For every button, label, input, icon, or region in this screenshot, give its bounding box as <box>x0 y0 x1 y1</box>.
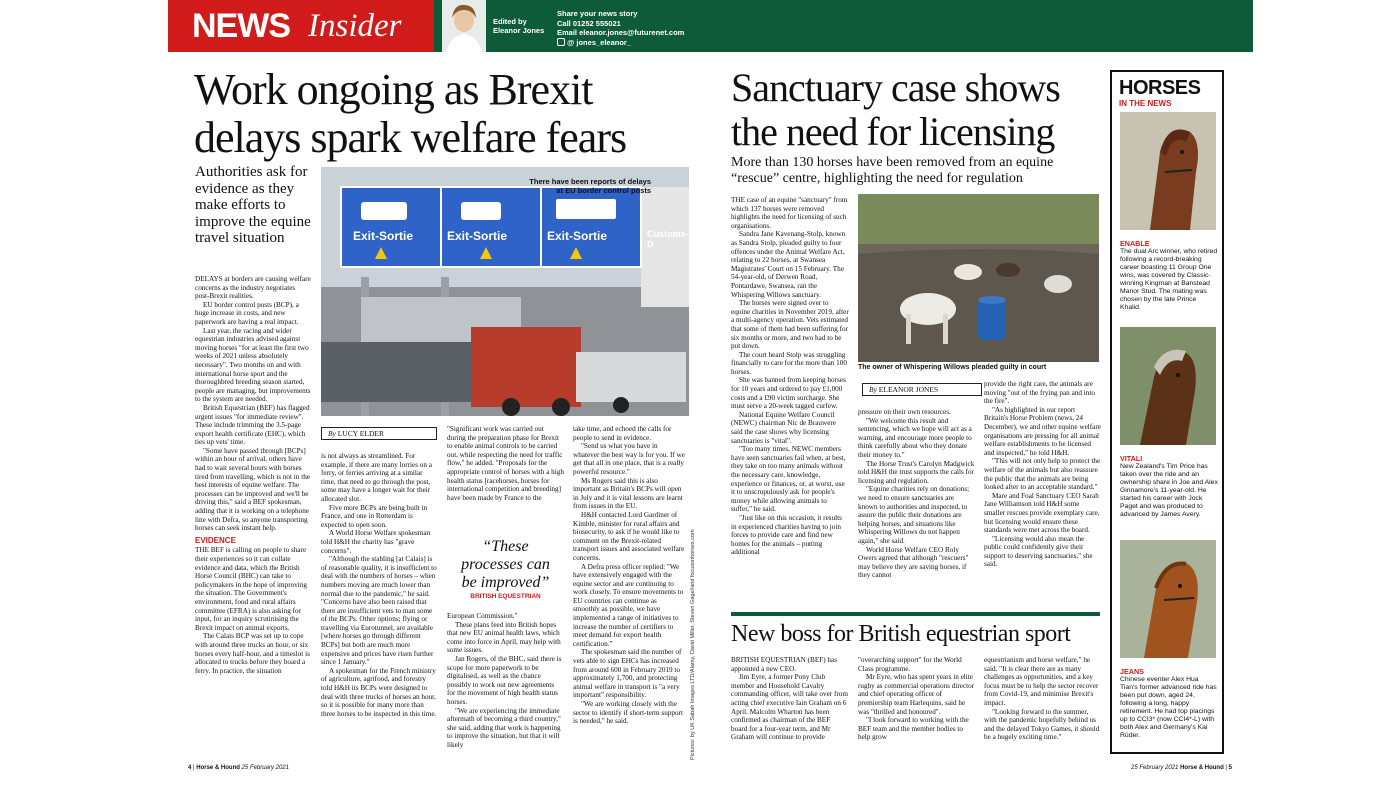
left-col2-p4: "Although the stabling [at Calais] is of reasonable quality, it is insufficient to deal with the numbers of horses – when numbers moving are much lower than normal due to the pandemic," he said. "Concerns have also been raised that there are insufficient vets to man some of the BCPs. Other options; flying or travelling via Eurotunnel, are available [where horses go through different BCPs] but both are much more expensive and prices have risen further since 1 January." <box>321 555 437 667</box>
brand-insider: Insider <box>308 8 402 44</box>
left-col3-p1: "Significant work was carried out during the preparation phase for Brexit to enable animal controls to be carried out, while respecting the need for traffic flow," he added. "Proposals for the appropriate control of horses with a high health status [racehorses, horses for international competition and breeding] have been made by France to the <box>447 425 564 502</box>
left-col4-p2: "Send us what you have in whatever the best way is for you. If we get that all in one place, that is a really powerful resource." <box>573 442 685 476</box>
border-photo-caption-line2: at EU border control posts <box>556 186 651 195</box>
right-folio <box>1131 765 1232 771</box>
boss-column-2 <box>858 656 975 756</box>
right-col1-p7: "Too many times, NEWC members have seen sanctuaries fail when, at best, they take on too many animals without the necessary care, knowledge, experience or finances, or, at worst, use it to unscrupulously ask for people's money while allowing animals to suffer," he said. <box>731 445 846 514</box>
vitali-name: VITALI <box>1120 454 1143 463</box>
left-col3-p4: Jan Rogers, of the BHC, said there is scope for more paperwork to be digitalised, as well as the chance possibly to work out new agreements for the movement of high health status horses. <box>447 654 562 706</box>
left-col2-p2: Five more BCPs are being built in France, and one in Rotterdam is expected to open soon. <box>321 503 428 529</box>
left-col4-p3: Ms Rogers said this is also important as Britain's BCPs will open in July and it is vital lessons are learnt from issues in the EU. <box>573 476 683 511</box>
social-handle[interactable]: @ jones_eleanor_ <box>567 37 632 47</box>
sign-label-4: Customs-D <box>647 229 689 249</box>
left-byline <box>321 427 437 440</box>
right-byline-name: ELEANOR JONES <box>878 385 939 394</box>
left-col4-p1: take time, and echoed the calls for people to send in evidence. <box>573 425 672 442</box>
horses-sidebar <box>1110 70 1224 754</box>
editor-photo <box>442 0 486 52</box>
contact-info <box>557 9 684 47</box>
share-line: Share your news story <box>557 9 638 18</box>
brand-news: NEWS <box>192 7 290 45</box>
jeans-name: JEANS <box>1120 667 1144 676</box>
left-col4-p6: The spokesman said the number of vets able to sign EHCs has increased from around 600 in February 2019 to approximately 1,700, and protecting animal welfare in transport is "a very important" responsibility. <box>573 648 682 700</box>
boss-col3-p2: "Looking forward to the summer, with the pandemic hopefully behind us and the delayed Tokyo Games, it should be a hugely exciting time." <box>984 707 1100 742</box>
sidebar-item-vitali <box>1120 455 1218 519</box>
right-col3-p2: "As highlighted in our report Britain's Horse Problem (news, 24 December), we and other equine welfare organisations are pressing for all animal welfare establishments to be licensed and inspected," he told H&H. <box>984 405 1101 457</box>
boss-col1-p1: BRITISH EQUESTRIAN (BEF) has appointed a new CEO. <box>731 656 838 673</box>
right-col1-p5: She was banned from keeping horses for 10 years and ordered to pay £1,000 costs and a £90 victim surcharge. She must serve a 20-week tagged curfew. <box>731 376 846 411</box>
pull-quote-line2: processes can <box>461 556 550 573</box>
left-col1-p7: The Calais BCP was set up to cope with around three trucks an hour, or six horses every half-hour, and a timeslot is allocated to trucks before they board a ferry. In practice, the situation <box>195 632 310 675</box>
pull-quote-attribution: BRITISH EQUESTRIAN <box>470 593 541 600</box>
boss-col2-p3: "I look forward to working with the BEF team and the member bodies to help grow <box>858 716 969 742</box>
border-photo-caption-line1: There have been reports of delays <box>529 177 651 186</box>
right-col3-p1: provide the right care, the animals are moving "out of the frying pan and into the fire". <box>984 380 1095 406</box>
sidebar-item-jeans <box>1120 668 1218 740</box>
jeans-photo-art <box>1120 540 1216 658</box>
right-col3-p5: "Licensing would also mean the public could confidently give their support to deserving sanctuaries," she said. <box>984 534 1093 569</box>
vitali-photo-art <box>1120 327 1216 445</box>
right-col3-p3: "This will not only help to protect the welfare of the animals but also reassure the public that the animals are being looked after to an acceptable standard." <box>984 457 1101 492</box>
boss-headline: New boss for British equestrian sport <box>731 621 1071 647</box>
right-col1-p4: The court heard Stolp was struggling financially to care for the more than 100 horses. <box>731 350 847 376</box>
left-col2-p1: is not always as streamlined. For example, if there are many lorries on a ferry, or ferries arriving at a similar time, that need to go through the post, some may have a longer wait for their allocated slot. <box>321 452 432 503</box>
right-col2-p4: "Equine charities rely on donations; we need to ensure sanctuaries are known to authorities and inspected, to assure the public their donations are helping horses, and situations like Whispering Willows do not happen again," she said. <box>858 485 970 545</box>
boss-col2-p2: Mr Eyre, who has spent years in elite rugby as commercial operations director and chief operating officer of premiership team Harlequins, said he was "thrilled and honoured". <box>858 673 975 716</box>
left-magazine: Horse & Hound <box>196 765 240 771</box>
email-line[interactable]: Email eleanor.jones@futurenet.com <box>557 28 685 37</box>
boss-col2-p1: "overarching support" for the World Class programme. <box>858 656 962 673</box>
right-col2-p3: The Horse Trust's Carolyn Madgwick told H&H the trust supports the calls for licensing and regulation. <box>858 459 975 485</box>
left-column-1 <box>195 275 311 753</box>
vitali-photo <box>1120 327 1216 445</box>
sign-label-1: Exit-Sortie <box>353 229 414 243</box>
evidence-subhead: EVIDENCE <box>195 535 236 545</box>
right-column-1 <box>731 196 849 606</box>
left-date: 25 February 2021 <box>241 765 289 771</box>
left-col1-p6: THE BEF is calling on people to share their experiences so it can collate evidence and data, which the British Horse Council (BHC) can take to policymakers in the hope of improving the situation. The Government's environment, food and rural affairs committee (EFRA) is also asking for input, for an inquiry scrutinising the Brexit impact on animal exports. <box>195 546 307 632</box>
brand-box <box>168 0 434 52</box>
left-col2-p3: A World Horse Welfare spokesman told H&H the charity has "grave concerns". <box>321 529 431 555</box>
right-col1-p3: The horses were signed over to equine charities in November 2019, after a multi-agency operation. Vets estimated that some of them had been suffering for six months or more, and two had to be put down. <box>731 299 849 351</box>
left-page-number: 4 <box>188 765 192 771</box>
enable-photo <box>1120 112 1216 230</box>
right-byline <box>862 383 982 396</box>
picture-credit: Pictures: by UK Sabah Images LTD/Alamy, David Miller, Steven Gagel/and focusonhorses.com <box>690 529 696 760</box>
boss-column-3 <box>984 656 1101 756</box>
boss-divider <box>731 612 1100 616</box>
jeans-photo <box>1120 540 1216 658</box>
right-headline-line1: Sanctuary case shows <box>731 65 1060 110</box>
left-byline-by: By <box>328 429 336 438</box>
sanctuary-photo-art <box>858 194 1099 362</box>
right-column-2 <box>858 408 975 606</box>
left-column-2 <box>321 452 438 754</box>
left-col1-p2: EU border control posts (BCP), a huge increase in costs, and new paperwork are having a real impact. <box>195 300 299 326</box>
left-headline-line2: delays spark welfare fears <box>194 113 627 162</box>
right-standfirst: More than 130 horses have been removed from an equine “rescue” centre, highlighting the need for regulation <box>731 155 1054 186</box>
right-col3-p4: Mare and Foal Sanctuary CEO Sarah Jane Williamson told H&H some smaller rescues provide exemplary care, but licensing would ensure these standards were met across the board. <box>984 491 1100 535</box>
right-col1-p6: National Equine Welfare Council (NEWC) chairman Nic de Brauwere said the case shows why licensing sanctuaries is "vital". <box>731 410 836 445</box>
boss-column-1 <box>731 656 848 756</box>
left-col1-p3: Last year, the racing and wider equestrian industries advised against moving horses "for at least the first two weeks of 2021 unless absolutely necessary". Two months on and with international horse sport and the thoroughbred breeding season started, people are managing, but improvements to the system are needed. <box>195 326 311 404</box>
left-headline <box>194 66 694 162</box>
border-photo <box>321 167 689 416</box>
right-headline <box>731 66 1101 154</box>
right-magazine: Horse & Hound <box>1180 765 1224 771</box>
editor-name: Eleanor Jones <box>493 26 545 35</box>
sanctuary-photo <box>858 194 1099 362</box>
jeans-text: Chinese eventer Alex Hua Tian's former advanced ride has been put down, aged 24, following a long, happy retirement. He had top placings up to CCI3* (now CCI4*-L) with both Alex and Germany's Kai Rüder. <box>1120 676 1217 739</box>
pull-quote-line1: “These <box>482 538 529 555</box>
left-folio <box>188 765 289 771</box>
left-col3-p2: European Commission." <box>447 612 518 620</box>
right-col2-p5: World Horse Welfare CEO Roly Owers agreed that although "rescuers" may believe they are saving horses, if they cannot <box>858 545 969 580</box>
left-byline-name: LUCY ELDER <box>337 429 384 438</box>
right-byline-by: By <box>869 385 877 394</box>
right-col1-p1: THE case of an equine "sanctuary" from which 137 horses were removed highlights the need for licensing of such organisations. <box>731 196 848 230</box>
left-col1-p1: DELAYS at borders are causing welfare concerns as the industry negotiates post-Brexit realities. <box>195 275 311 301</box>
sidebar-subtitle: IN THE NEWS <box>1119 99 1172 108</box>
sign-label-3: Exit-Sortie <box>547 229 608 243</box>
right-page-number: 5 <box>1228 765 1232 771</box>
enable-name: ENABLE <box>1120 239 1150 248</box>
left-col4-p7: "We are working closely with the sector to identify if short-term support is needed," he said. <box>573 700 683 726</box>
editor-avatar <box>442 0 486 52</box>
border-photo-caption <box>529 177 651 195</box>
right-column-3 <box>984 380 1101 606</box>
right-date: 25 February 2021 <box>1131 765 1179 771</box>
pull-quote <box>447 538 564 601</box>
sign-label-2: Exit-Sortie <box>447 229 508 243</box>
left-column-4 <box>573 425 685 755</box>
vitali-text: New Zealand's Tim Price has taken over the ride and an ownership share in Joe and Alex Ginnamore's 11-year-old. He started his career with Jock Paget and was produced to advanced by James Avery. <box>1120 463 1218 518</box>
boss-col3-p1: equestrianism and horse welfare," he said. "It is clear there are as many challenges as opportunities, and a key focus must be to help the sector recover from Covid-19, and minimise Brexit's impact. <box>984 656 1099 707</box>
left-folio-divider: | <box>193 765 195 771</box>
right-col1-p8: "Just like on this occasion, it results in experienced charities having to join forces to provide care and find new homes for the animals – putting additional <box>731 513 842 557</box>
edited-by-label: Edited by <box>493 17 527 26</box>
border-photo-art <box>321 167 689 416</box>
social-line <box>557 38 684 48</box>
right-col1-p2: Sandra Jane Kavenang-Stolp, known as Sandra Stolp, pleaded guilty to four offences under the Animal Welfare Act, relating to 22 horses, at Swansea Magistrates' Court on 15 February. The 54-year-old, of Derwen Road, Pontardawe, Swansea, ran the Whispering Willows sanctuary. <box>731 230 846 299</box>
left-col1-p4: British Equestrian (BEF) has flagged urgent issues "for immediate review". These include trimming the 3.5-page export health certificate (EHC), which ties up vets' time. <box>195 403 310 447</box>
call-line: Call 01252 555021 <box>557 18 621 28</box>
right-col2-p2: "We welcome this result and sentencing, which we hope will act as a warning, and encourage more people to think carefully about who they donate their money to." <box>858 416 972 459</box>
enable-photo-art <box>1120 112 1216 230</box>
right-headline-line2: the need for licensing <box>731 109 1055 154</box>
left-col2-p5: A spokesman for the French ministry of agriculture, agrifood, and forestry told H&H its BCPs were designed to deal with three trucks of horses an hour, so it is possible for many more than three horses to be inspected in this time. <box>321 666 437 718</box>
left-headline-line1: Work ongoing as Brexit <box>194 65 593 114</box>
left-column-3b <box>447 612 564 755</box>
left-col3-p3: These plans feed into British hopes that new EU animal health laws, which come into force in April, may help with some issues. <box>447 620 561 655</box>
right-folio-divider: | <box>1225 765 1227 771</box>
left-col4-p5: A Defra press officer replied: "We have extensively engaged with the equine sector and are continuing to work closely. To ensure movements to EU countries can continue as smoothly as possible, we have implemented a range of initiatives to increase the number of certifiers to meet demand for export health certification." <box>573 562 684 648</box>
left-col4-p4: H&H contacted Lord Gardiner of Kimble, minister for rural affairs and biosecurity, to ask if he would like to comment on the Brexit-related transport issues and associated welfare concerns. <box>573 510 685 562</box>
sidebar-title: HORSES <box>1119 77 1201 99</box>
editor-credit <box>493 17 544 35</box>
left-standfirst: Authorities ask for evidence as they make efforts to improve the equine travel situation <box>195 164 311 246</box>
boss-col1-p2: Jim Eyre, a former Pony Club member and Household Cavalry commanding officer, will take over from acting chief executive Iain Graham on 6 April. Malcolm Wharton has been confirmed as chairman of the BEF board for a four-year term, and Mr Graham will continue to provide <box>731 673 848 742</box>
instagram-icon <box>557 38 565 46</box>
left-col3-p5: "We are experiencing the immediate aftermath of becoming a third country," she said, adding that work is happening to improve the situation, but that it will likely <box>447 706 561 749</box>
enable-text: The dual Arc winner, who retired following a record-breaking career boasting 11 Group One wins, was covered by Classic-winning Kingman at Banstead Manor Stud. The mating was chosen by the late Prince Khalid. <box>1120 248 1218 311</box>
left-col1-p5: "Some have passed through [BCPs] within an hour of arrival, others have had to wait several hours with horses tired from travelling, which is not in the best interests of equine welfare. The processes can be improved and we'll be driving this," said a BEF spokesman, adding that it is working on a telephone line with Defra, so anyone transporting horses can seek instant help. <box>195 446 310 533</box>
right-col2-p1: pressure on their own resources. <box>858 408 951 416</box>
sanctuary-photo-caption: The owner of Whispering Willows pleaded guilty in court <box>858 364 1047 371</box>
pull-quote-line3: be improved” <box>461 574 550 591</box>
sidebar-item-enable <box>1120 240 1218 312</box>
